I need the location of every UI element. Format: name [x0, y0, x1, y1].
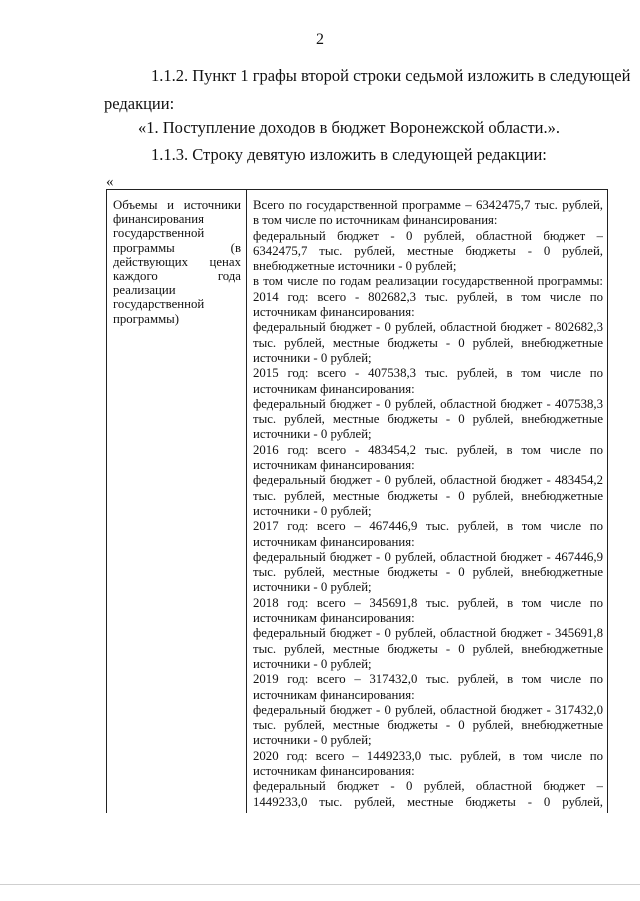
opening-quote: « — [106, 174, 114, 190]
table-cell-line: 1449233,0 тыс. рублей, местные бюджеты - 0 рублей, — [253, 794, 603, 809]
table-cell-line: 2016 год: всего - 483454,2 тыс. рублей, в том числе по — [253, 442, 603, 457]
table-cell-line: внебюджетные источники - 0 рублей; — [253, 259, 457, 274]
table-cell-line: федеральный бюджет - 0 рублей, областной бюджет - 317432,0 — [253, 702, 603, 717]
table-cell-line: федеральный бюджет - 0 рублей, областной бюджет – — [253, 228, 603, 243]
paragraph-1-line-1: 1.1.2. Пункт 1 графы второй строки седьмой изложить в следующей — [151, 66, 631, 85]
table-cell-content — [253, 198, 603, 810]
table-cell-line: 2020 год: всего – 1449233,0 тыс. рублей, в том числе по — [253, 748, 603, 763]
table-cell-line: федеральный бюджет - 0 рублей, областной бюджет - 802682,3 — [253, 320, 603, 335]
table-cell-line: государственной — [113, 226, 205, 241]
paragraph-3: 1.1.3. Строку девятую изложить в следующей редакции: — [151, 145, 547, 164]
table-cell-line: федеральный бюджет - 0 рублей, областной бюджет - 407538,3 — [253, 396, 603, 411]
table-cell-line: источникам финансирования: — [253, 381, 415, 396]
paragraph-2: «1. Поступление доходов в бюджет Воронежской области.». — [138, 118, 560, 137]
table-cell-line: тыс. рублей, местные бюджеты - 0 рублей, внебюджетные — [253, 412, 603, 427]
table-cell-line: программы) — [113, 311, 180, 326]
table-cell-line: тыс. рублей, местные бюджеты - 0 рублей, внебюджетные — [253, 565, 603, 580]
table-cell-line: источники - 0 рублей; — [253, 580, 372, 595]
table-cell-line: в том числе по источникам финансирования: — [253, 213, 498, 228]
table-cell-line: источники - 0 рублей; — [253, 427, 372, 442]
table-cell-line: государственной — [113, 297, 205, 312]
table-cell-line: 2014 год: всего - 802682,3 тыс. рублей, в том числе по — [253, 289, 603, 304]
table-cell-line: Объемы и источники — [113, 198, 241, 212]
table-cell-line: тыс. рублей, местные бюджеты - 0 рублей, внебюджетные — [253, 488, 603, 503]
table-cell-line: федеральный бюджет - 0 рублей, областной бюджет - 467446,9 — [253, 549, 603, 564]
paragraph-1-line-2: редакции: — [104, 94, 175, 113]
table-cell-line: реализации — [113, 283, 176, 298]
table-cell-line: Всего по государственной программе – 6342475,7 тыс. рублей, — [253, 198, 603, 212]
table-cell-line: тыс. рублей, местные бюджеты - 0 рублей, внебюджетные — [253, 718, 603, 733]
page-bottom-rule — [0, 884, 640, 885]
table-cell-line: 6342475,7 тыс. рублей, местные бюджеты - 0 рублей, — [253, 243, 603, 258]
table-cell-label — [113, 198, 241, 326]
table-cell-line: источникам финансирования: — [253, 687, 415, 702]
table-cell-line: источникам финансирования: — [253, 305, 415, 320]
table-cell-line: тыс. рублей, местные бюджеты - 0 рублей, внебюджетные — [253, 335, 603, 350]
table-cell-line: источники - 0 рублей; — [253, 350, 372, 365]
table-cell-line: 2015 год: всего - 407538,3 тыс. рублей, в том числе по — [253, 366, 603, 381]
table-cell-line: источникам финансирования: — [253, 534, 415, 549]
table-cell-line: финансирования — [113, 212, 204, 227]
amendment-table — [106, 189, 608, 813]
table-cell-line: действующих ценах — [113, 254, 241, 269]
column-divider — [246, 190, 247, 813]
table-cell-line: источники - 0 рублей; — [253, 733, 372, 748]
table-cell-line: источникам финансирования: — [253, 763, 415, 778]
table-cell-line: в том числе по годам реализации государственной программы: — [253, 274, 603, 289]
table-cell-line: источники - 0 рублей; — [253, 656, 372, 671]
page-number: 2 — [316, 31, 324, 48]
table-cell-line: источникам финансирования: — [253, 611, 415, 626]
table-cell-line: федеральный бюджет - 0 рублей, областной бюджет - 345691,8 — [253, 626, 603, 641]
table-cell-line: тыс. рублей, местные бюджеты - 0 рублей, внебюджетные — [253, 641, 603, 656]
table-cell-line: источникам финансирования: — [253, 458, 415, 473]
table-cell-line: 2017 год: всего – 467446,9 тыс. рублей, в том числе по — [253, 519, 603, 534]
table-cell-line: 2019 год: всего – 317432,0 тыс. рублей, в том числе по — [253, 672, 603, 687]
table-cell-line: 2018 год: всего – 345691,8 тыс. рублей, в том числе по — [253, 595, 603, 610]
table-cell-line: программы (в — [113, 240, 241, 255]
table-cell-line: каждого года — [113, 268, 241, 283]
table-cell-line: федеральный бюджет - 0 рублей, областной бюджет – — [253, 779, 603, 794]
table-cell-line: федеральный бюджет - 0 рублей, областной бюджет - 483454,2 — [253, 473, 603, 488]
table-cell-line: источники - 0 рублей; — [253, 503, 372, 518]
